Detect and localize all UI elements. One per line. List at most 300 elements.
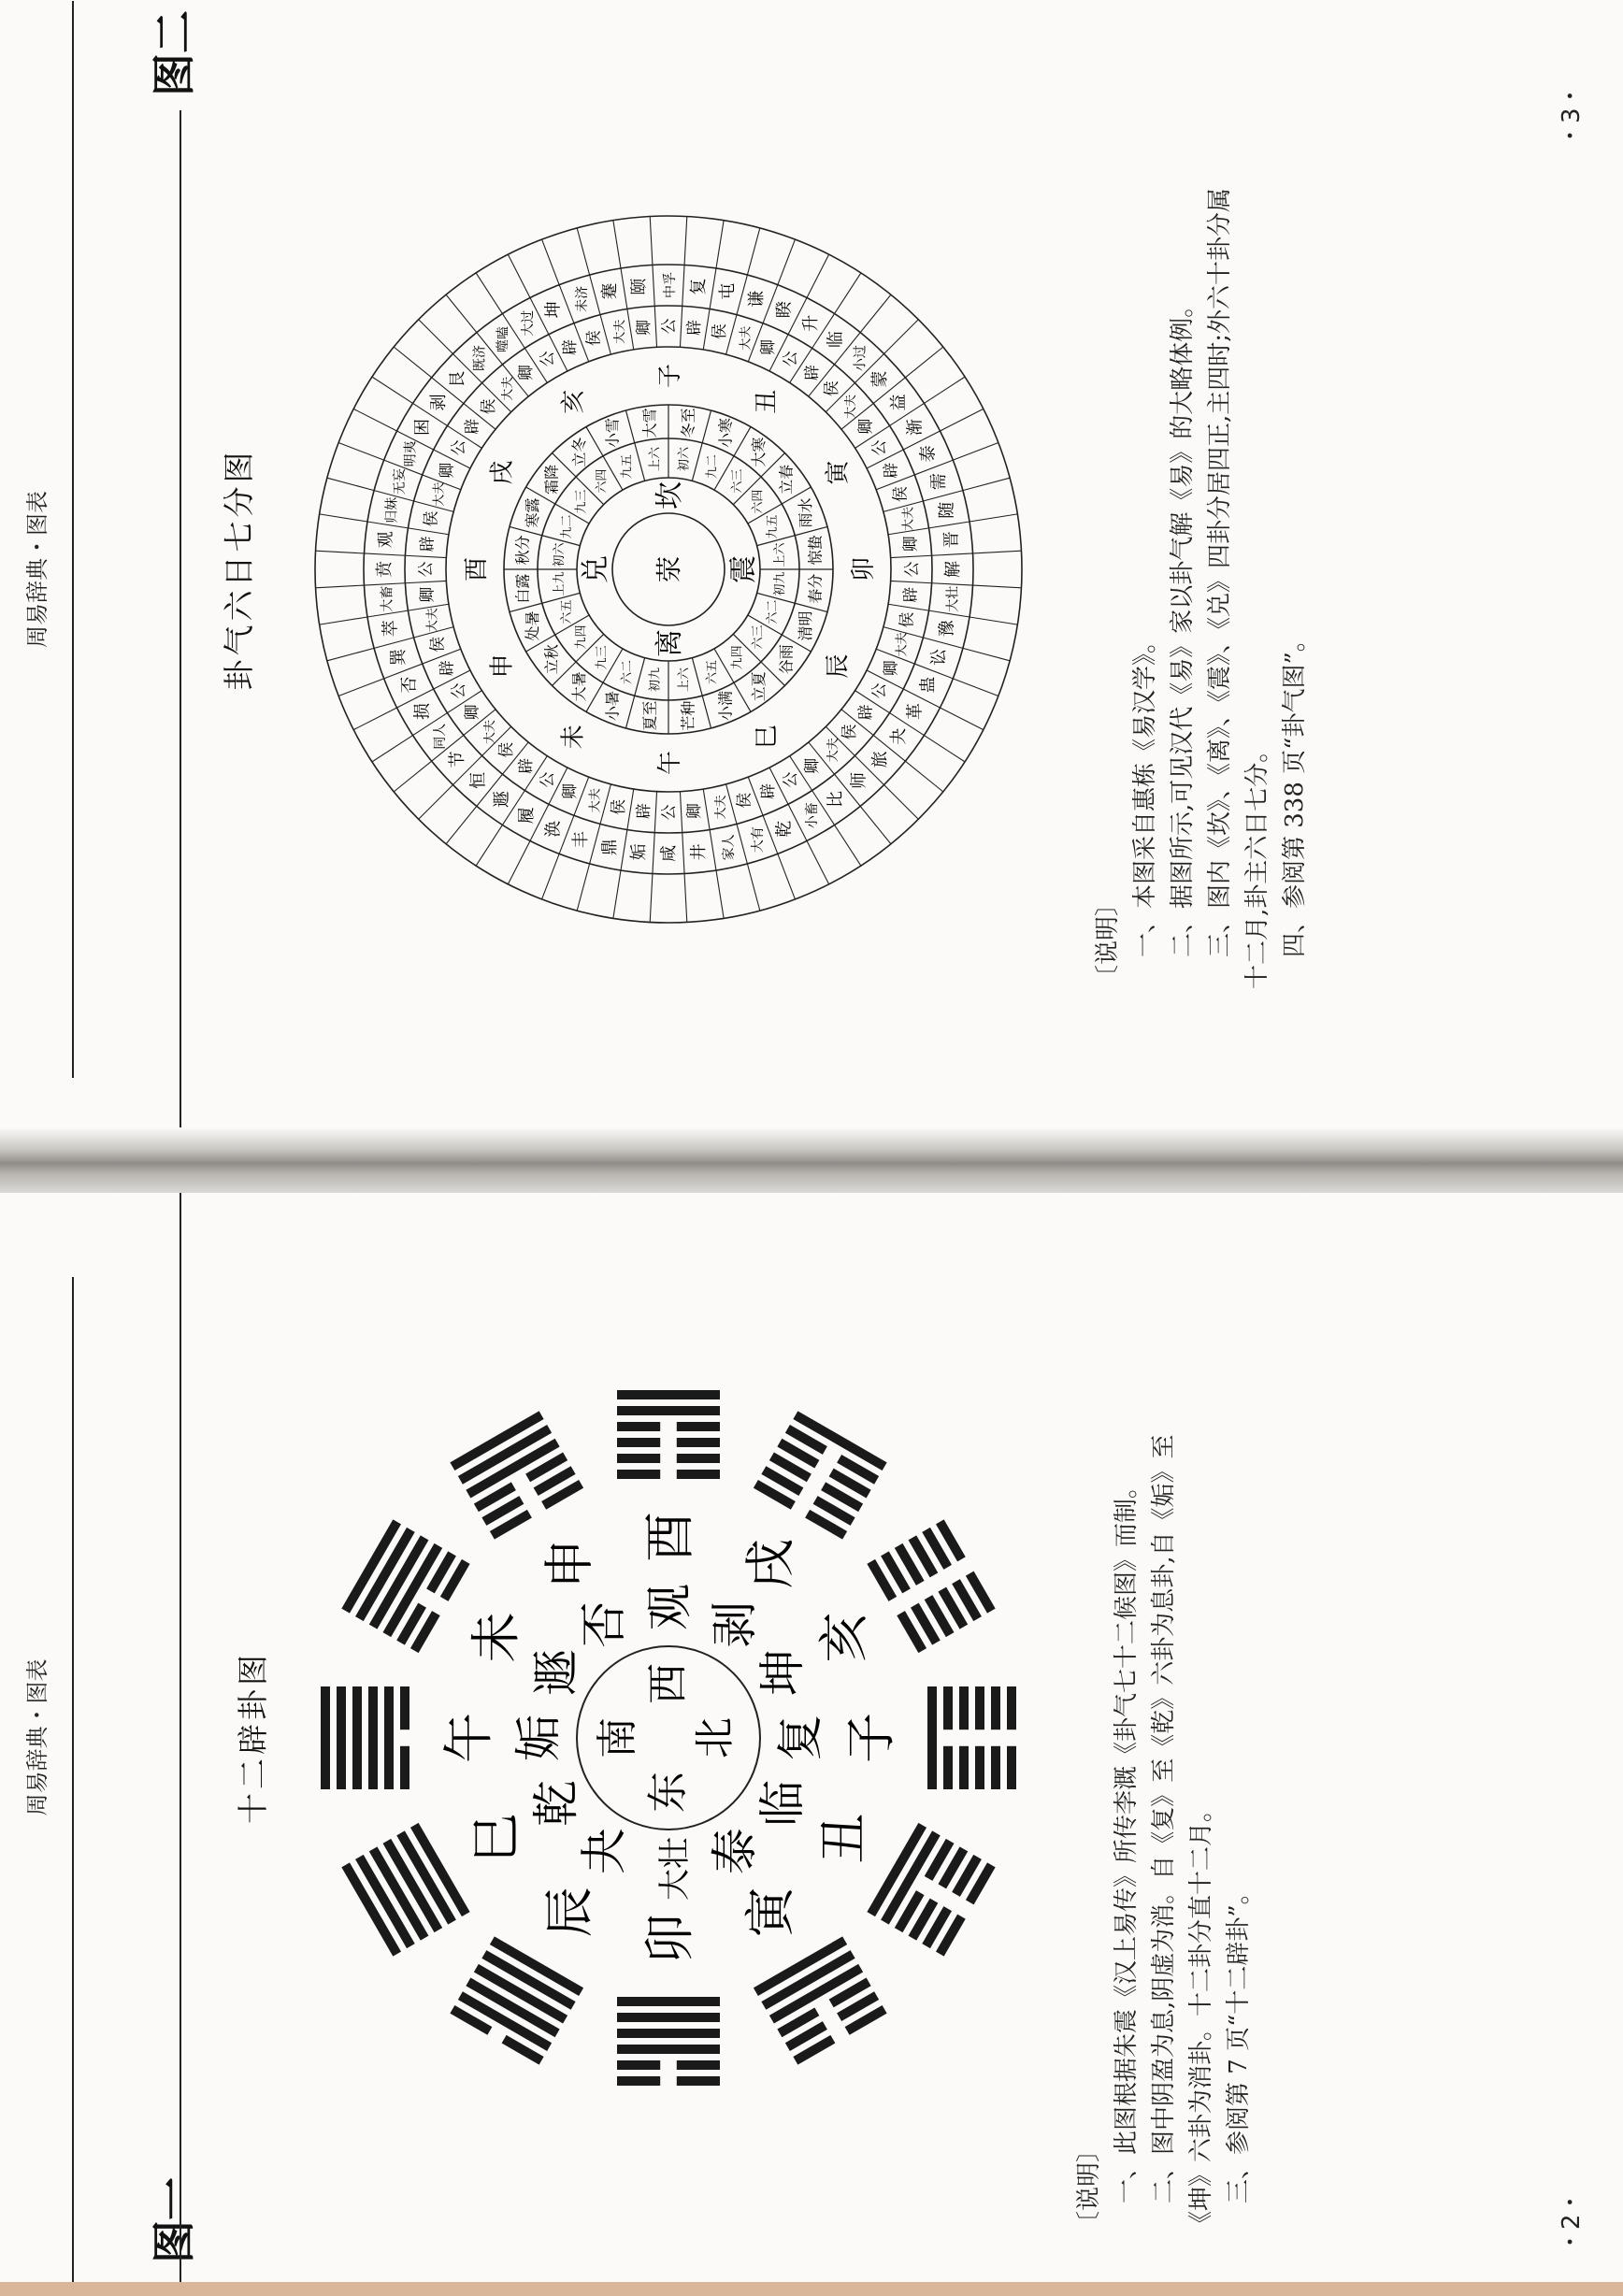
qi-label: 小寒	[716, 418, 735, 449]
figure-label-rule	[180, 1193, 181, 2282]
cardinal-north: 坎	[654, 481, 686, 509]
rank-divider	[405, 581, 446, 582]
hexagram-name: 观	[642, 1584, 697, 1630]
rank-label: 大夫	[432, 481, 447, 507]
rank-label: 辟	[685, 319, 705, 336]
yao-label: 上九	[553, 571, 567, 596]
hexagram-9	[617, 1390, 720, 1630]
qi-label: 春分	[806, 573, 825, 604]
rank-label: 大夫	[425, 608, 440, 633]
note-4: 四、参阅第 338 页“卦气图”。	[1281, 627, 1309, 957]
hexagram-label: 需	[929, 473, 950, 491]
hexagram-label: 坤	[543, 301, 564, 319]
rank-label: 辟	[561, 338, 581, 355]
outer-divider	[476, 273, 502, 314]
outer-divider	[508, 254, 530, 297]
branch-label: 寅	[824, 460, 853, 485]
branch-label: 午	[656, 750, 684, 776]
hexagram-name: 剥	[708, 1600, 762, 1648]
yang-line	[617, 1406, 720, 1415]
yang-line	[617, 2013, 720, 2022]
yao-divider	[635, 658, 645, 696]
outer-divider	[316, 551, 365, 553]
qi-divider	[586, 682, 603, 711]
cardinal-west: 兑	[580, 555, 612, 583]
qi-label: 白露	[513, 573, 532, 604]
rank-label: 辟	[901, 586, 921, 603]
outer-divider	[860, 806, 891, 843]
yao-label: 九二	[560, 514, 575, 539]
hexagram-branch: 亥	[814, 1612, 874, 1663]
hexagram-6	[321, 1686, 566, 1789]
yao-label: 上六	[677, 667, 692, 692]
cardinal-south: 离	[654, 629, 686, 657]
yang-line	[617, 1390, 720, 1399]
outer-divider	[973, 585, 1022, 588]
hex-divider	[932, 553, 973, 555]
notes-heading: 〔说明〕	[1075, 2137, 1103, 2235]
hex-divider	[621, 830, 627, 870]
yao-label: 九三	[574, 489, 589, 514]
hexagram-label: 屯	[718, 282, 739, 300]
note-3: 三、图内《坎》、《离》、《震》、《兑》四卦分居四正,主四时;外六十卦分属	[1206, 187, 1234, 957]
hex-divider	[682, 265, 684, 306]
branch-label: 亥	[559, 389, 588, 414]
hexagram-label: 随	[937, 501, 957, 519]
rank-divider	[703, 789, 710, 829]
yao-divider	[692, 658, 702, 696]
qi-label: 霜降	[542, 464, 561, 495]
qi-label: 寒露	[524, 497, 542, 528]
hexagram-branch: 午	[439, 1713, 498, 1763]
rank-label: 侯	[711, 323, 730, 340]
outer-divider	[650, 874, 653, 923]
figure-label: 图一	[149, 2177, 199, 2263]
qi-label: 大暑	[569, 671, 588, 702]
hex-divider	[364, 583, 405, 585]
outer-divider	[419, 785, 453, 820]
hexagram-name: 否	[577, 1600, 631, 1648]
note-1: 一、本图采自惠栋《易汉学》。	[1131, 628, 1159, 957]
rank-label: 侯	[840, 724, 860, 740]
note-2: 二、据图所示,可见汉代《易》家以卦气解《易》的大略体例。	[1169, 293, 1197, 957]
qi-divider	[734, 427, 751, 456]
hexagram-label: 旅	[869, 751, 890, 768]
yang-line	[617, 2045, 720, 2054]
hexagram-label: 无妄	[392, 468, 408, 495]
hexagram-label: 益	[888, 394, 909, 411]
hexagram-label: 睽	[774, 301, 795, 319]
compass-left: 东	[644, 1772, 692, 1813]
qi-label: 大寒	[750, 437, 768, 467]
rank-divider	[680, 792, 682, 833]
rank-label: 大夫	[612, 319, 627, 344]
hex-divider	[710, 830, 716, 870]
yao-label: 六五	[560, 599, 575, 624]
branch-label: 未	[559, 725, 588, 750]
outer-divider	[446, 806, 477, 843]
hexagram-label: 贲	[375, 561, 395, 578]
rank-label: 公	[870, 682, 890, 699]
hexagram-label: 蹇	[599, 282, 620, 300]
rank-label: 公	[417, 561, 436, 578]
rank-label: 侯	[609, 798, 628, 815]
rank-label: 公	[782, 351, 800, 367]
outer-divider	[953, 443, 998, 461]
page-edge	[0, 2282, 1623, 2296]
hexagram-label: 咸	[659, 845, 679, 862]
yin-line	[943, 1686, 953, 1789]
rank-label: 卿	[901, 536, 921, 552]
outer-divider	[419, 320, 453, 354]
rank-label: 辟	[418, 536, 438, 552]
rank-divider	[405, 555, 446, 557]
hex-divider	[653, 265, 654, 306]
yin-line	[617, 2060, 720, 2070]
hexagram-label: 井	[688, 843, 709, 861]
hex-divider	[923, 491, 963, 501]
hexagram-label: 困	[412, 419, 433, 436]
yao-label: 六五	[705, 659, 720, 684]
running-header: 周易辞典・图表	[24, 1658, 50, 1816]
outer-divider	[940, 708, 983, 730]
hex-divider	[932, 583, 973, 585]
hexagram-label: 鼎	[599, 839, 620, 856]
qi-divider	[702, 696, 711, 728]
branch-label: 辰	[824, 653, 853, 679]
hexagram-label: 涣	[543, 820, 564, 838]
outer-divider	[577, 864, 589, 911]
rank-divider	[654, 306, 656, 347]
qi-label: 谷雨	[777, 644, 796, 675]
yin-line	[617, 2076, 720, 2086]
qi-label: 立秋	[542, 644, 561, 675]
yang-line	[337, 1686, 346, 1789]
hexagram-label: 归妹	[384, 496, 400, 524]
rank-label: 卿	[634, 319, 654, 336]
hexagram-label: 萃	[381, 620, 401, 638]
note-3: 三、参阅第 7 页“十二辟卦”。	[1225, 1880, 1253, 2203]
rank-label: 辟	[856, 704, 876, 721]
qi-label: 立冬	[569, 437, 588, 467]
rank-divider	[680, 306, 682, 347]
yao-divider	[692, 443, 702, 481]
hexagram-name: 姤	[511, 1715, 566, 1761]
hex-divider	[590, 275, 600, 315]
hexagram-3	[617, 1837, 720, 2086]
rank-divider	[891, 581, 932, 582]
outer-divider	[807, 840, 829, 883]
rank-label: 卿	[517, 365, 537, 381]
hexagram-label: 谦	[746, 290, 767, 308]
rank-label: 大夫	[501, 376, 516, 401]
hexagram-label: 渐	[905, 419, 926, 436]
compass-bottom: 北	[691, 1717, 739, 1758]
hexagram-branch: 未	[466, 1612, 525, 1663]
hexagram-label: 颐	[629, 278, 650, 295]
rank-label: 辟	[517, 757, 537, 774]
hexagram-name: 夬	[577, 1828, 631, 1875]
yang-line	[927, 1686, 937, 1789]
outer-divider	[394, 761, 431, 792]
hexagram-branch: 巳	[466, 1813, 525, 1864]
outer-divider	[353, 708, 396, 730]
outer-divider	[807, 254, 829, 297]
hexagram-label: 夬	[888, 727, 909, 745]
hexagram-name: 泰	[708, 1828, 762, 1875]
cardinal-east: 震	[727, 555, 760, 583]
rank-label: 侯	[891, 486, 911, 503]
outer-divider	[650, 217, 653, 265]
outer-divider	[716, 870, 724, 918]
hexagram-label: 家人	[722, 834, 738, 861]
branch-label: 戌	[488, 460, 517, 485]
yin-line	[959, 1686, 969, 1789]
branch-label: 子	[656, 363, 684, 389]
hex-divider	[737, 824, 747, 864]
rank-label: 大夫	[844, 395, 859, 420]
hexagram-0	[773, 1686, 1016, 1789]
rank-label: 辟	[802, 365, 822, 381]
figure-label: 图二	[149, 10, 199, 96]
qi-label: 夏至	[640, 700, 659, 731]
yao-label: 九四	[730, 645, 745, 670]
guaqi-diagram	[294, 0, 1042, 1139]
hexagram-label: 姤	[629, 843, 650, 861]
yao-label: 初六	[553, 542, 567, 567]
outer-divider	[747, 864, 759, 911]
hexagram-label: 同人	[433, 723, 449, 750]
yin-line	[617, 1470, 720, 1479]
note-1: 一、此图根据朱震《汉上易传》所传李溉《卦气七十二候图》而制。	[1113, 1473, 1141, 2203]
rank-label: 公	[660, 318, 679, 335]
outer-divider	[542, 239, 560, 285]
branch-label: 酉	[463, 556, 491, 582]
hexagram-label: 节	[448, 751, 468, 768]
figure-title: 十二辟卦图	[235, 1651, 271, 1824]
qi-label: 立春	[777, 464, 796, 495]
branch-label: 巳	[753, 725, 782, 750]
hexagram-branch: 申	[539, 1538, 599, 1589]
qi-label: 大雪	[640, 408, 659, 438]
rank-label: 卿	[882, 660, 901, 677]
rank-label: 侯	[584, 330, 604, 347]
rank-label: 卿	[856, 418, 876, 435]
yao-label: 上六	[772, 542, 787, 567]
hexagram-label: 既济	[472, 345, 488, 372]
rank-label: 卿	[685, 803, 705, 820]
hexagram-label: 临	[826, 331, 846, 349]
hexagram-name: 乾	[528, 1780, 583, 1827]
yao-label: 初六	[677, 447, 692, 472]
outer-divider	[924, 736, 965, 762]
yin-line	[617, 1438, 720, 1447]
outer-divider	[963, 478, 1010, 490]
rank-label: 公	[660, 804, 679, 821]
hexagram-label: 比	[826, 790, 846, 808]
qi-divider	[734, 682, 751, 711]
hexagram-label: 剥	[429, 394, 450, 411]
outer-divider	[778, 239, 796, 285]
hexagram-label: 小畜	[805, 802, 820, 829]
rank-label: 侯	[735, 792, 754, 809]
rank-divider	[654, 792, 656, 833]
outer-divider	[716, 221, 724, 268]
outer-divider	[338, 679, 384, 696]
hexagram-branch: 丑	[814, 1813, 874, 1864]
outer-divider	[338, 443, 384, 461]
outer-divider	[905, 761, 942, 792]
rank-label: 侯	[898, 611, 917, 628]
outer-divider	[940, 409, 983, 431]
yao-label: 六二	[620, 659, 635, 684]
header-rule	[72, 1, 74, 1078]
rank-label: 公	[449, 682, 468, 699]
rank-label: 公	[449, 439, 468, 456]
outer-divider	[372, 377, 413, 403]
outer-divider	[747, 228, 759, 275]
branch-label: 申	[488, 653, 517, 679]
yao-label: 九二	[705, 454, 720, 480]
rank-label: 辟	[758, 783, 778, 800]
qi-label: 立夏	[750, 671, 768, 702]
running-header: 周易辞典・图表	[24, 491, 50, 648]
hexagram-label: 升	[801, 314, 821, 332]
yao-label: 六三	[751, 624, 766, 650]
rank-label: 卿	[418, 586, 438, 603]
hexagram-label: 巽	[388, 648, 409, 666]
outer-divider	[835, 273, 861, 314]
hexagram-label: 大壮	[945, 585, 961, 612]
hexagram-label: 大畜	[380, 585, 395, 612]
notes	[1089, 188, 1314, 989]
qi-divider	[702, 410, 711, 443]
outer-divider	[613, 870, 621, 918]
outer-divider	[924, 377, 965, 403]
rank-label: 大夫	[739, 325, 754, 351]
hexagram-label: 讼	[929, 648, 950, 666]
rank-label: 公	[539, 351, 557, 367]
rank-label: 辟	[438, 660, 457, 677]
outer-divider	[446, 294, 477, 332]
rank-label: 卿	[561, 783, 581, 800]
yao-label: 九三	[595, 645, 610, 670]
qi-label: 处暑	[524, 610, 542, 641]
page-number: ・2・	[1558, 2189, 1586, 2254]
rank-divider	[888, 604, 928, 610]
qi-divider	[510, 526, 542, 535]
hexagram-label: 师	[849, 771, 869, 789]
yin-line	[400, 1686, 409, 1789]
page-number: ・3・	[1558, 83, 1586, 148]
note-2: 二、图中阴盈为息,阴虚为消。自《复》至《乾》六卦为息卦,自《姤》至	[1150, 1434, 1178, 2203]
hexagram-label: 中孚	[663, 272, 678, 298]
yang-line	[617, 2029, 720, 2038]
outer-divider	[394, 347, 431, 378]
yao-label: 六三	[730, 468, 745, 494]
hexagram-label: 解	[943, 561, 963, 578]
qi-label: 小满	[716, 690, 735, 721]
page-2-content	[0, 1193, 1623, 2282]
outer-divider	[905, 347, 942, 378]
yao-label: 九四	[574, 624, 589, 650]
yang-line	[617, 1997, 720, 2006]
yang-line	[321, 1686, 330, 1789]
rank-divider	[703, 309, 710, 349]
hexagram-label: 大有	[750, 826, 766, 854]
yin-line	[617, 1454, 720, 1463]
rank-divider	[627, 309, 634, 349]
outer-divider	[884, 320, 919, 354]
hex-divider	[929, 522, 969, 528]
qi-label: 冬至	[679, 408, 697, 438]
hexagram-branch: 寅	[740, 1887, 800, 1938]
hexagram-name: 遯	[528, 1649, 583, 1696]
hexagram-label: 乾	[774, 820, 795, 838]
compass-right: 西	[644, 1663, 692, 1704]
qi-divider	[625, 410, 634, 443]
rank-label: 公	[870, 439, 890, 456]
note-3-cont: 十二月,卦主六日七分。	[1243, 738, 1271, 989]
hex-divider	[621, 268, 627, 309]
hexagram-label: 否	[399, 676, 420, 694]
book-gutter	[0, 1127, 1623, 1202]
yao-label: 初九	[648, 667, 663, 692]
hexagram-label: 泰	[918, 445, 939, 463]
notes-heading: 〔说明〕	[1094, 891, 1122, 989]
compass-top: 南	[594, 1717, 641, 1758]
rank-label: 侯	[428, 636, 448, 653]
rank-label: 辟	[634, 803, 654, 820]
rank-label: 辟	[882, 462, 901, 479]
rank-label: 公	[903, 561, 922, 578]
rank-label: 公	[782, 771, 800, 788]
rank-label: 卿	[463, 704, 482, 721]
outer-divider	[953, 679, 998, 696]
rank-label: 大夫	[714, 795, 729, 820]
rank-label: 卿	[802, 757, 822, 774]
yin-line	[617, 1422, 720, 1431]
outer-divider	[372, 736, 413, 762]
yao-label: 九五	[765, 514, 780, 539]
branch-label: 丑	[753, 389, 782, 414]
qi-label: 小雪	[603, 418, 622, 449]
rank-label: 大夫	[901, 506, 916, 531]
yang-line	[384, 1686, 394, 1789]
hex-divider	[737, 275, 747, 315]
outer-divider	[884, 785, 919, 820]
yin-line	[975, 1686, 984, 1789]
hexagram-label: 晋	[941, 531, 962, 549]
notes	[1070, 1434, 1257, 2235]
hexagram-label: 丰	[571, 831, 592, 849]
outer-divider	[508, 840, 530, 883]
hex-divider	[923, 638, 963, 648]
hub-label: 荥	[654, 555, 684, 583]
rank-label: 侯	[822, 380, 841, 397]
hex-divider	[710, 268, 716, 309]
note-2-cont: 《坤》六卦为消卦。十二卦分直十二月。	[1187, 1797, 1215, 2235]
yang-line	[368, 1686, 378, 1789]
hexagram-branch: 戌	[740, 1538, 800, 1589]
rank-label: 大夫	[588, 788, 603, 813]
hexagram-label: 革	[905, 703, 926, 720]
yin-line	[991, 1686, 1000, 1789]
outer-divider	[542, 854, 560, 899]
hexagram-label: 艮	[448, 370, 468, 388]
hexagram-label: 噬嗑	[496, 326, 511, 353]
qi-label: 芒种	[679, 700, 697, 731]
